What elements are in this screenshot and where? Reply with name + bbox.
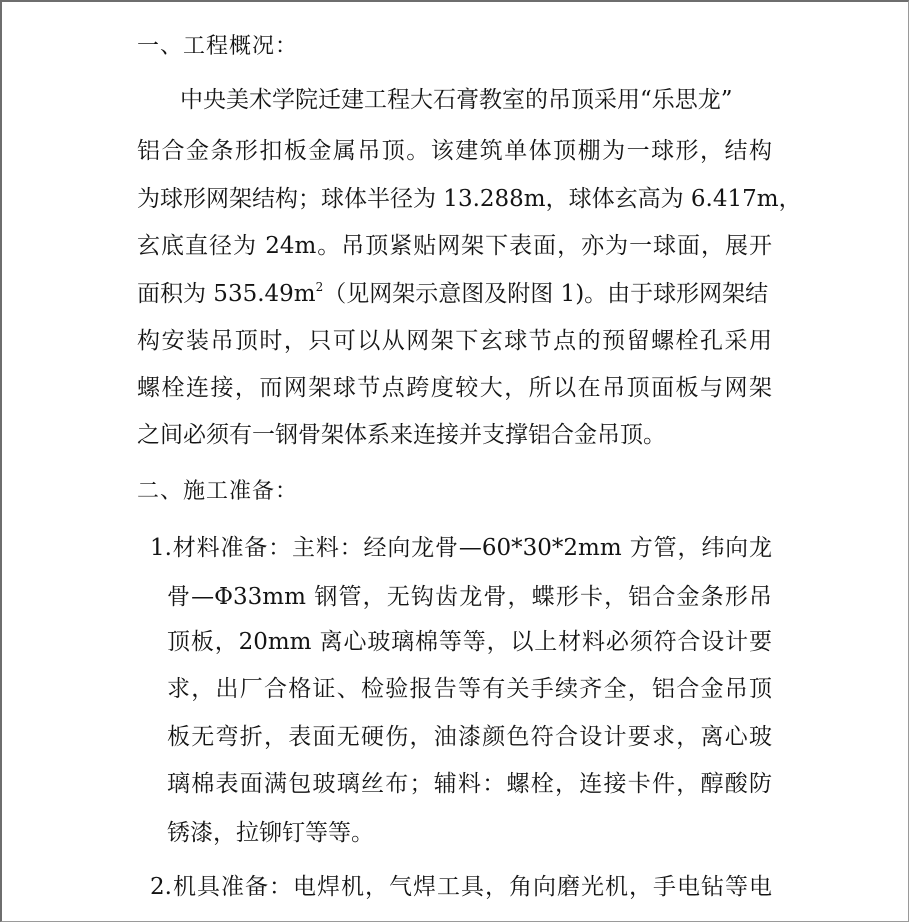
area-text: 面积为 535.49m	[137, 281, 316, 307]
paragraph-line: 为球形网架结构；球体半径为 13.288m，球体玄高为 6.417m，	[137, 186, 802, 212]
list-item-line: 2.机具准备：电焊机，气焊工具，角向磨光机，手电钻等电	[150, 874, 772, 900]
section-heading-project-overview: 一、工程概况：	[137, 34, 299, 59]
paragraph-line: 构安装吊顶时，只可以从网架下玄球节点的预留螺栓孔采用	[137, 328, 772, 354]
list-item-line: 求，出厂合格证、检验报告等有关手续齐全，铝合金吊顶	[167, 676, 772, 702]
list-item-line: 璃棉表面满包玻璃丝布；辅料：螺栓，连接卡件，醇酸防	[167, 771, 772, 797]
list-item-line: 1.材料准备：主料：经向龙骨—60*30*2mm 方管，纬向龙	[150, 535, 772, 561]
section-heading-construction-preparation: 二、施工准备：	[137, 479, 299, 504]
paragraph-line: 铝合金条形扣板金属吊顶。该建筑单体顶棚为一球形，结构	[137, 138, 772, 164]
list-item-line: 骨—Φ33mm 钢管，无钩齿龙骨，蝶形卡，铝合金条形吊	[167, 584, 772, 610]
paragraph-line-with-area	[137, 279, 777, 309]
paragraph-line: 玄底直径为 24m。吊顶紧贴网架下表面，亦为一球面，展开	[137, 233, 772, 259]
paragraph-line: 中央美术学院迁建工程大石膏教室的吊顶采用“乐思龙”	[180, 87, 733, 113]
square-superscript: 2	[315, 280, 324, 294]
area-continuation: （见网架示意图及附图 1)。由于球形网架结	[323, 281, 769, 307]
list-item-line: 锈漆，拉铆钉等等。	[167, 820, 374, 846]
paragraph-line: 螺栓连接，而网架球节点跨度较大，所以在吊顶面板与网架	[137, 375, 772, 401]
list-item-line: 顶板，20mm 离心玻璃棉等等，以上材料必须符合设计要	[167, 629, 772, 655]
paragraph-line: 之间必须有一钢骨架体系来连接并支撑铝合金吊顶。	[137, 422, 666, 448]
list-item-line: 板无弯折，表面无硬伤，油漆颜色符合设计要求，离心玻	[167, 724, 772, 750]
